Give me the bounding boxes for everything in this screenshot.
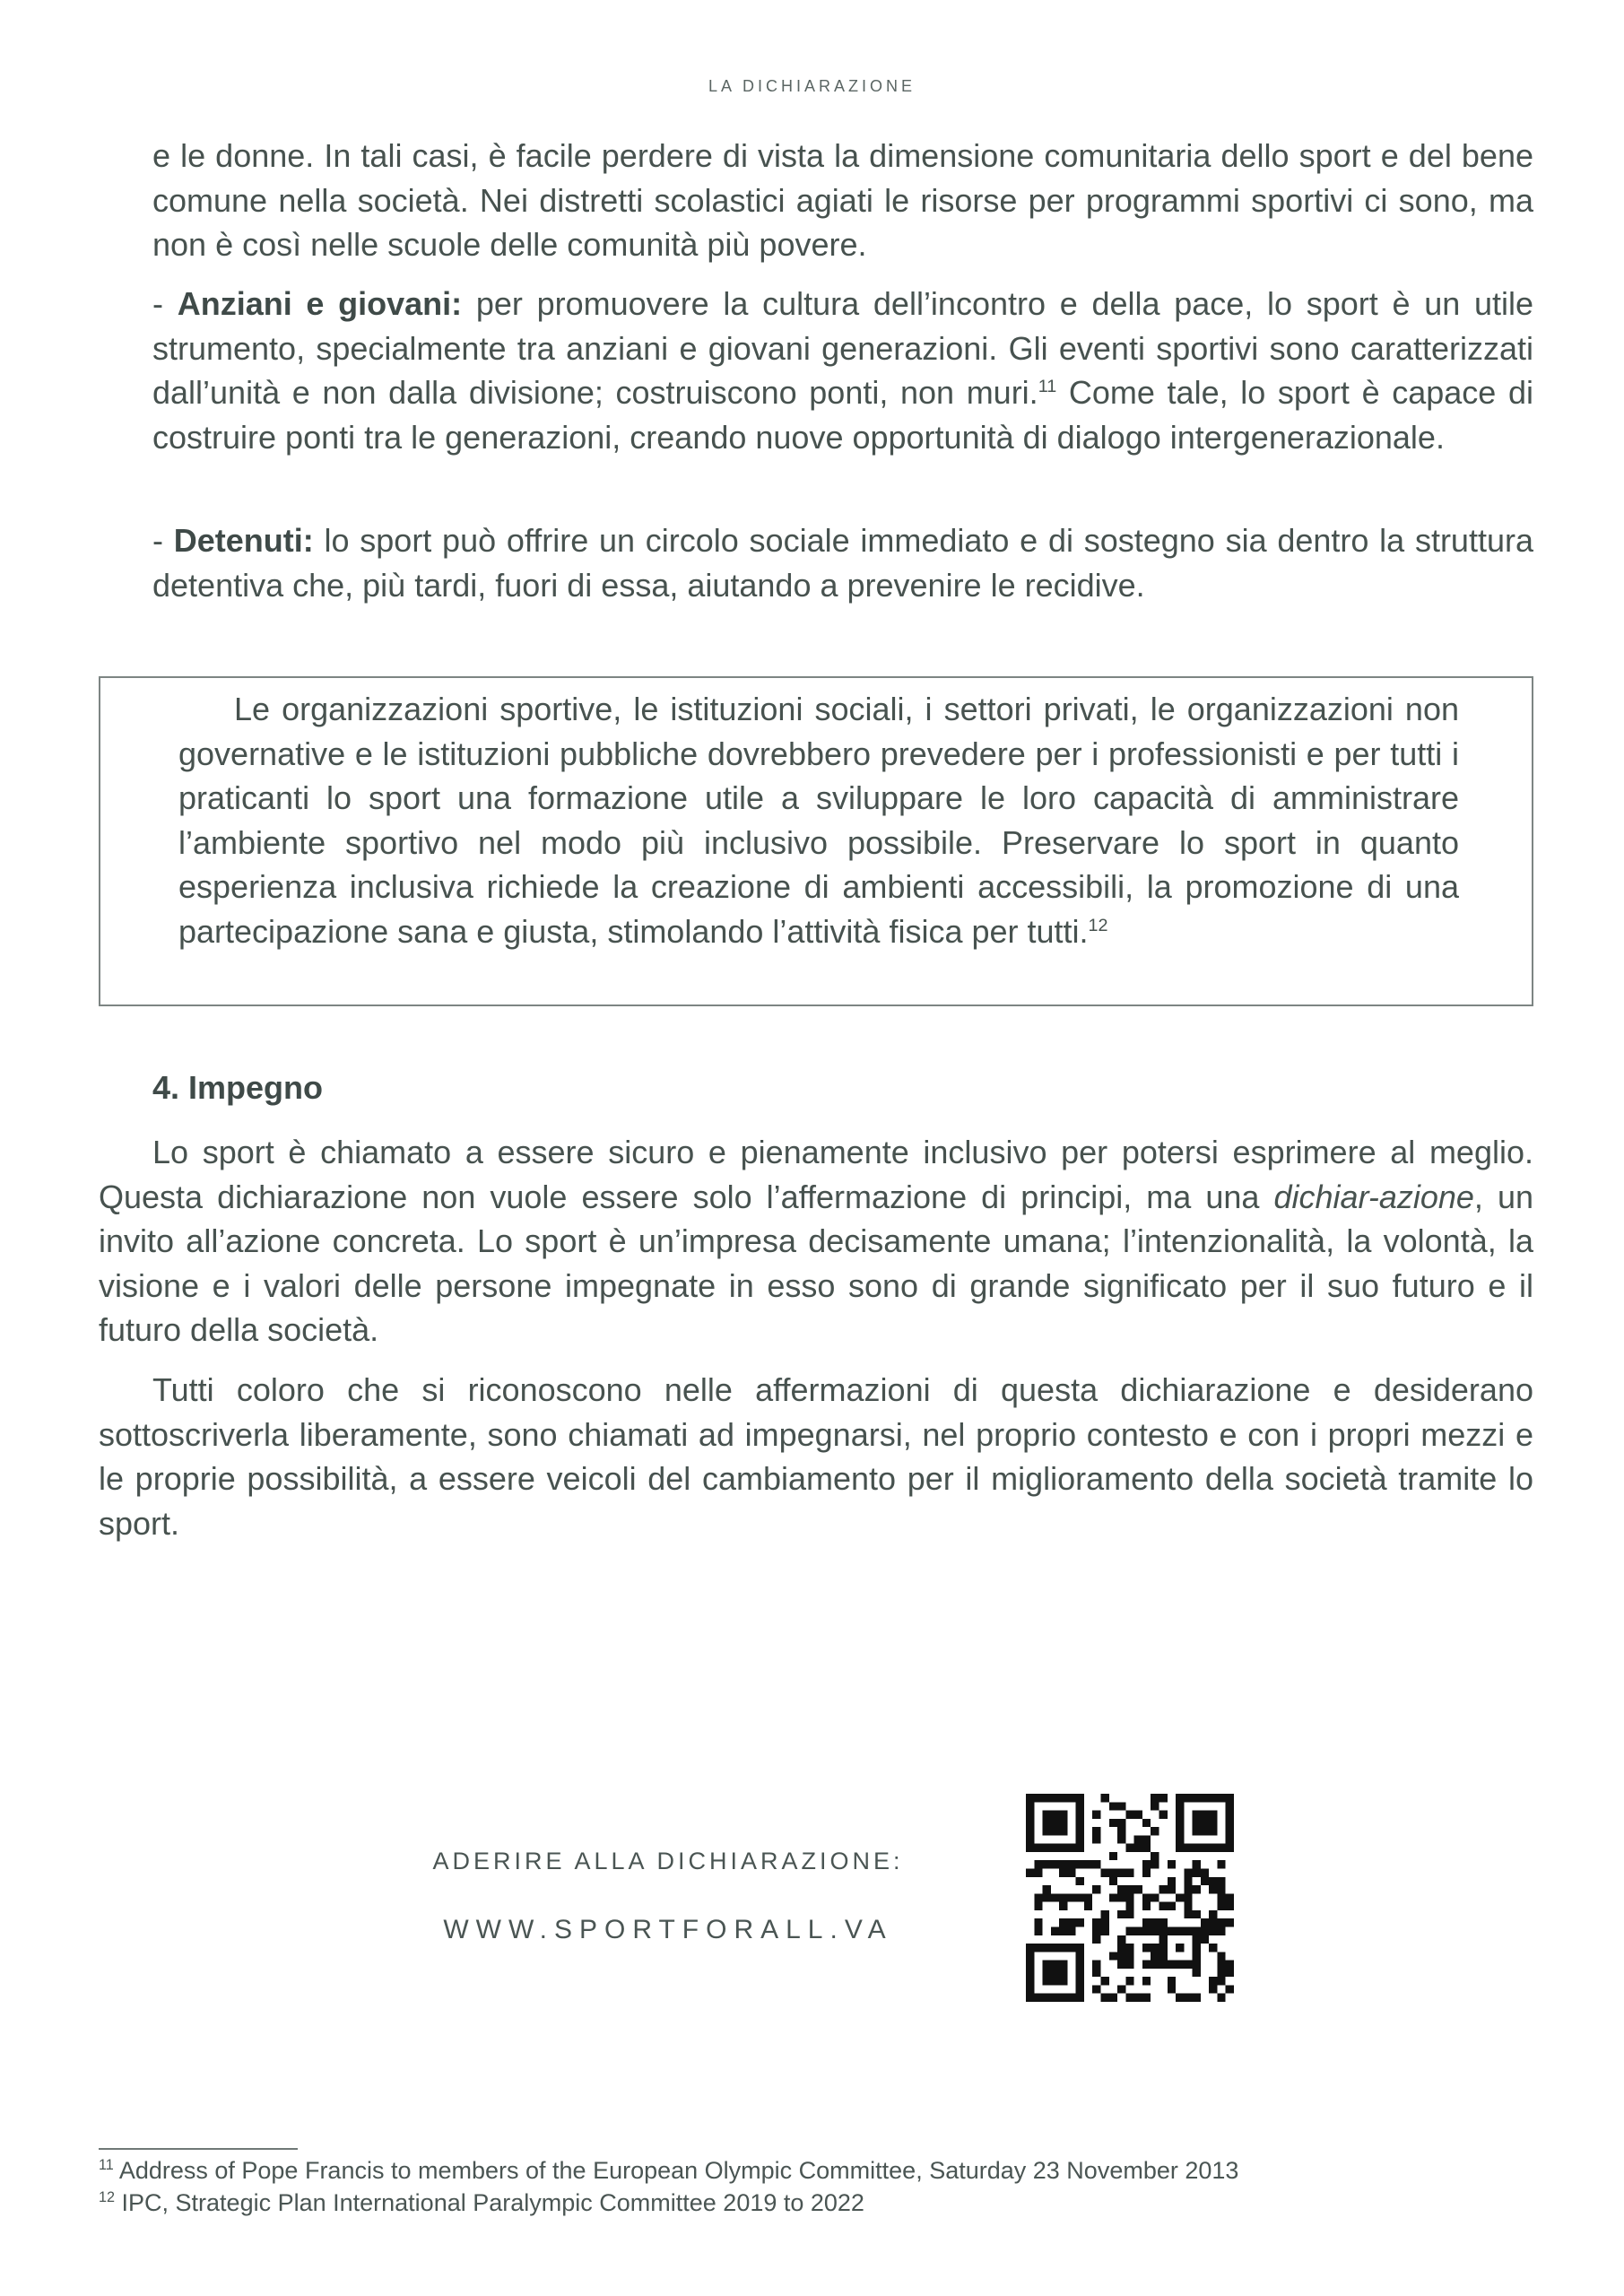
- adhere-label: ADERIRE ALLA DICHIARAZIONE:: [432, 1848, 904, 1874]
- paragraph-text: Come tale, lo sport è capace di costruire ponti tra le generazioni, creando nuove opportunità di dialogo intergenerazionale.: [152, 374, 1533, 456]
- footnote-divider: [99, 2148, 298, 2150]
- paragraph-women: e le donne. In tali casi, è facile perdere di vista la dimensione comunitaria dello sport e del bene comune nella società. Nei distretti scolastici agiati le risorse per programmi sportivi ci sono, ma non è così nelle scuole delle comunità più povere.: [152, 137, 1533, 263]
- website-link[interactable]: WWW.SPORTFORALL.VA: [443, 1915, 893, 1944]
- paragraph-commitment: [99, 1130, 1533, 1352]
- callout-text: [178, 687, 1459, 953]
- paragraph-invitation: Tutti coloro che si riconoscono nelle affermazioni di questa dichiarazione e desiderano sottoscriverla liberamente, sono chiamati ad impegnarsi, nel proprio contesto e con i propri mezzi e le proprie possibilità, a essere veicoli del cambiamento per il miglioramento della società tramite lo sport.: [99, 1371, 1533, 1542]
- footnote-number: 12: [99, 2189, 116, 2205]
- callout-body: Le organizzazioni sportive, le istituzioni sociali, i settori privati, le organizzazioni non governative e le istituzioni pubbliche dovrebbero prevedere per i professionisti e per tutti i praticanti lo sport una formazione utile a sviluppare le loro capacità di amministrare l’ambiente sportivo nel modo più inclusivo possibile. Preservare lo sport in quanto esperienza inclusiva richiede la creazione di ambienti accessibili, la promozione di una partecipazione sana e giusta, stimolando l’attività fisica per tutti.: [178, 691, 1459, 950]
- paragraph-text: lo sport può offrire un circolo sociale immediato e di sostegno sia dentro la struttura detentiva che, più tardi, fuori di essa, aiutando a prevenire le recidive.: [152, 522, 1533, 604]
- emphasis-dichiar-azione: dichiar-azione: [1273, 1178, 1474, 1215]
- qr-code-icon[interactable]: [1026, 1794, 1234, 2002]
- paragraph-text: , un invito all’azione concreta. Lo sport è un’impresa decisamente umana; l’intenzionalità, la volontà, la visione e i valori delle persone impegnate in esso sono di grande significato per il suo futuro e il futuro della società.: [99, 1178, 1534, 1348]
- paragraph-elderly-youth: [152, 282, 1533, 459]
- term-elderly-youth: Anziani e giovani:: [177, 285, 463, 322]
- footnote-text: IPC, Strategic Plan International Paralympic Committee 2019 to 2022: [115, 2189, 864, 2216]
- paragraph-detainees: [152, 518, 1533, 607]
- section-heading: 4. Impegno: [152, 1069, 324, 1106]
- footnote-ref-12: 12: [1088, 915, 1108, 935]
- footnote-12: [99, 2189, 864, 2217]
- footnote-text: Address of Pope Francis to members of the European Olympic Committee, Saturday 23 November 2013: [113, 2157, 1239, 2184]
- footnote-ref-11: 11: [1038, 377, 1057, 396]
- dash: -: [152, 285, 178, 322]
- running-header: LA DICHIARAZIONE: [708, 77, 916, 95]
- callout-box: [99, 676, 1533, 1006]
- paragraph-text: per promuovere la cultura dell’incontro e della pace, lo sport è un utile strumento, specialmente tra anziani e giovani generazioni. Gli eventi sportivi sono caratterizzati dall’unità e non dalla divisione; costruiscono ponti, non muri.: [152, 285, 1533, 411]
- footnote-11: [99, 2157, 1238, 2185]
- paragraph-text: Lo sport è chiamato a essere sicuro e pienamente inclusivo per potersi esprimere al meglio. Questa dichiarazione non vuole essere solo l’affermazione di principi, ma una: [99, 1134, 1533, 1215]
- dash: -: [152, 522, 174, 559]
- footnote-number: 11: [99, 2157, 114, 2173]
- term-detainees: Detenuti:: [173, 522, 314, 559]
